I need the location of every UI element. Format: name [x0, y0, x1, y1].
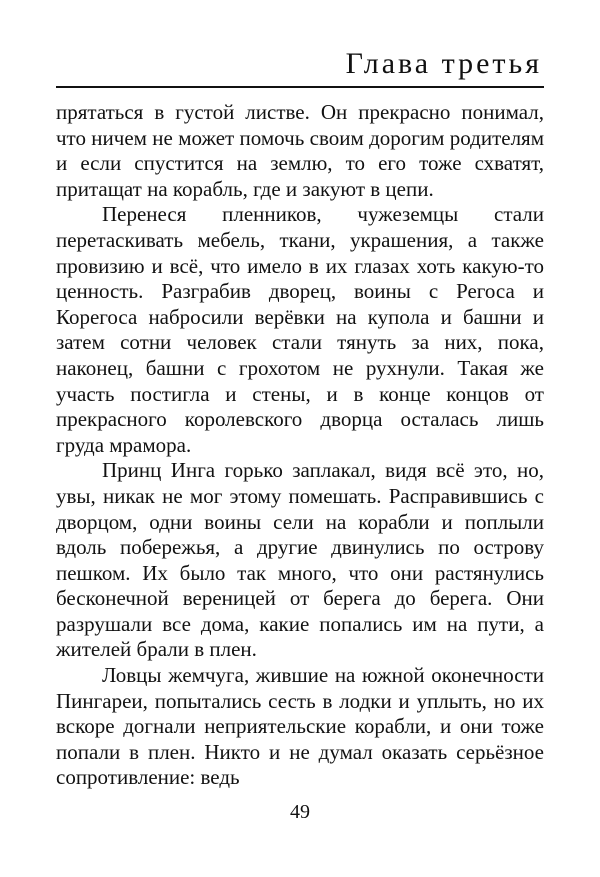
paragraph-4: Ловцы жемчуга, жившие на южной оконечности Пингареи, попытались сесть в лодки и уплыть, но их вскоре догнали неприятельские корабли, и они тоже попали в плен. Никто и не думал оказать серьёзное сопротивление: ведь — [56, 663, 544, 790]
page-number: 49 — [290, 801, 310, 823]
paragraph-2: Перенеся пленников, чужеземцы стали перетаскивать мебель, ткани, украшения, а также провизию и всё, что имело в их глазах хоть какую-то ценность. Разграбив дворец, воины с Регоса и Корегоса набросили верёвки на купола и башни и затем сотни человек стали тянуть за них, пока, наконец, башни с грохотом не рухнули. Такая же участь постигла и стены, и в конце концов от прекрасного королевского дворца осталась лишь груда мрамора. — [56, 202, 544, 457]
paragraph-3: Принц Инга горько заплакал, видя всё это, но, увы, никак не мог этому помешать. Расправившись с дворцом, одни воины сели на корабли и поплыли вдоль побережья, а другие двинулись по острову пешком. Их было так много, что они растянулись бесконечной вереницей от берега до берега. Они разрушали все дома, какие попались им на пути, а жителей брали в плен. — [56, 458, 544, 662]
header-rule — [56, 86, 544, 88]
paragraph-1: прятаться в густой листве. Он прекрасно понимал, что ничем не может помочь своим дорогим родителям и если спустится на землю, то его тоже схватят, притащат на корабль, где и закуют в цепи. — [56, 100, 544, 201]
chapter-title: Глава третья — [345, 47, 542, 80]
body-text — [56, 100, 544, 791]
